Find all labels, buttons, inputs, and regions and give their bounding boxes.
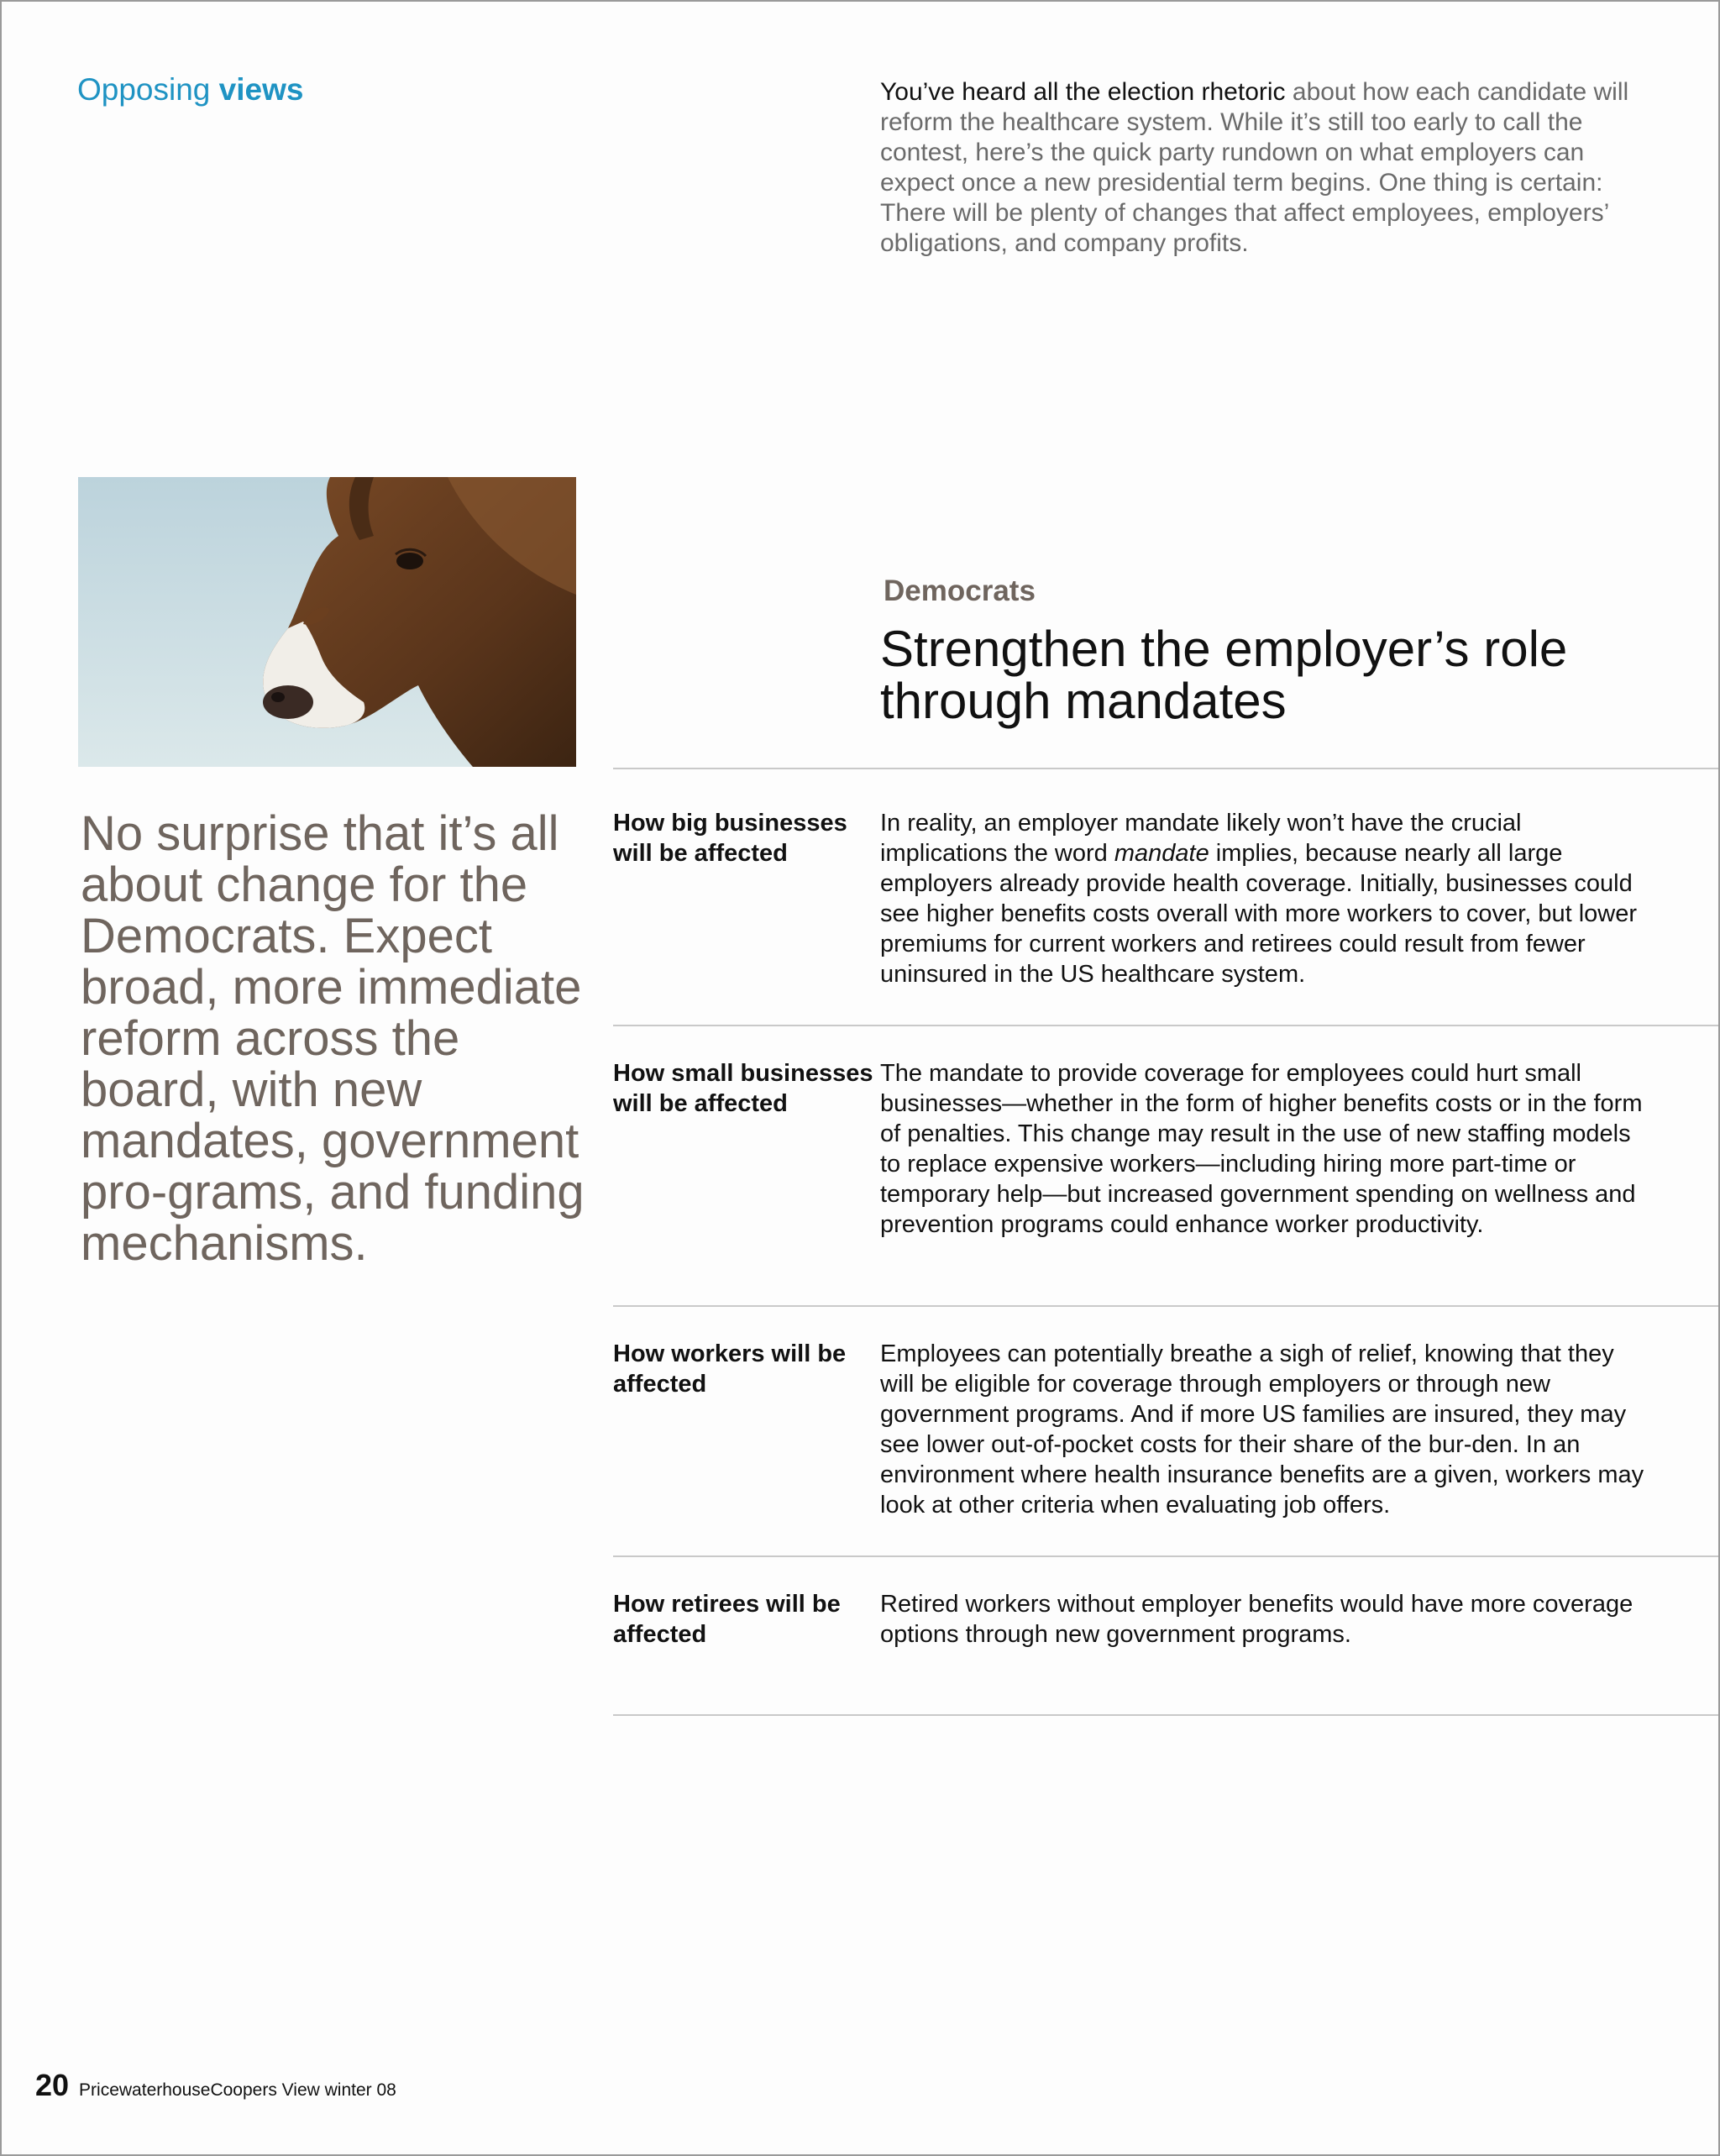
row-label-big-businesses: How big businesses will be affected (613, 810, 847, 867)
row-text-emphasis: mandate (1114, 840, 1209, 867)
section-headline: Strengthen the employer’s role through mandates (880, 621, 1568, 729)
section-kicker (77, 72, 303, 108)
row-text-part: implies, because nearly all large employers already provide health coverage. Initially, businesses could see higher benefits costs overall with more workers to cover, but lower premiums for current workers and retirees could result from fewer uninsured in the US healthcare system. (880, 840, 1638, 988)
intro-rest: about how each candidate will reform the healthcare system. While it’s still too early to call the contest, here’s the quick party rundown on what employers can expect once a new presidential term begins. One thing is certain: There will be plenty of changes that affect employees, employers’ obligations, and company profits. (880, 78, 1629, 257)
page-number: 20 (35, 2068, 70, 2102)
divider (613, 1555, 1718, 1557)
pull-quote: No surprise that it’s all about change for the Democrats. Expect broad, more immediate reform across the board, with new mandates, government pro-grams, and funding mechanisms. (81, 806, 585, 1271)
row-label-small-businesses: How small businesses will be affected (613, 1060, 873, 1117)
divider (613, 1025, 1718, 1026)
row-text-big-businesses (880, 808, 1653, 989)
kicker-bold: views (218, 72, 304, 107)
row-label-retirees: How retirees will be affected (613, 1591, 841, 1648)
row-text-retirees: Retired workers without employer benefits would have more coverage options through new government programs. (880, 1591, 1633, 1648)
kicker-plain: Opposing (77, 72, 211, 107)
divider (613, 1305, 1718, 1307)
donkey-photo (78, 477, 576, 767)
intro-paragraph (880, 77, 1661, 259)
intro-lead: You’ve heard all the election rhetoric (880, 78, 1286, 106)
row-text-small-businesses: The mandate to provide coverage for employees could hurt small businesses—whether in the form of higher benefits costs or in the form of penalties. This change may result in the use of new staffing models to replace expensive workers—including hiring more part-time or temporary help—but increased government spending on wellness and prevention programs could enhance worker productivity. (880, 1060, 1643, 1238)
publication-name: PricewaterhouseCoopers View winter 08 (79, 2080, 396, 2100)
row-text-workers: Employees can potentially breathe a sigh of relief, knowing that they will be eligible for coverage through employers or through new government programs. And if more US families are insured, they may see lower out-of-pocket costs for their share of the bur-den. In an environment where health insurance benefits are a given, workers may look at other criteria when evaluating job offers. (880, 1340, 1644, 1519)
row-label-workers: How workers will be affected (613, 1340, 847, 1398)
party-label: Democrats (884, 574, 1036, 607)
page-footer (35, 2068, 396, 2103)
divider (613, 1714, 1718, 1716)
row-text-part: In reality, an employer mandate likely won’t have the crucial implications the word (880, 810, 1522, 867)
divider (613, 768, 1718, 769)
